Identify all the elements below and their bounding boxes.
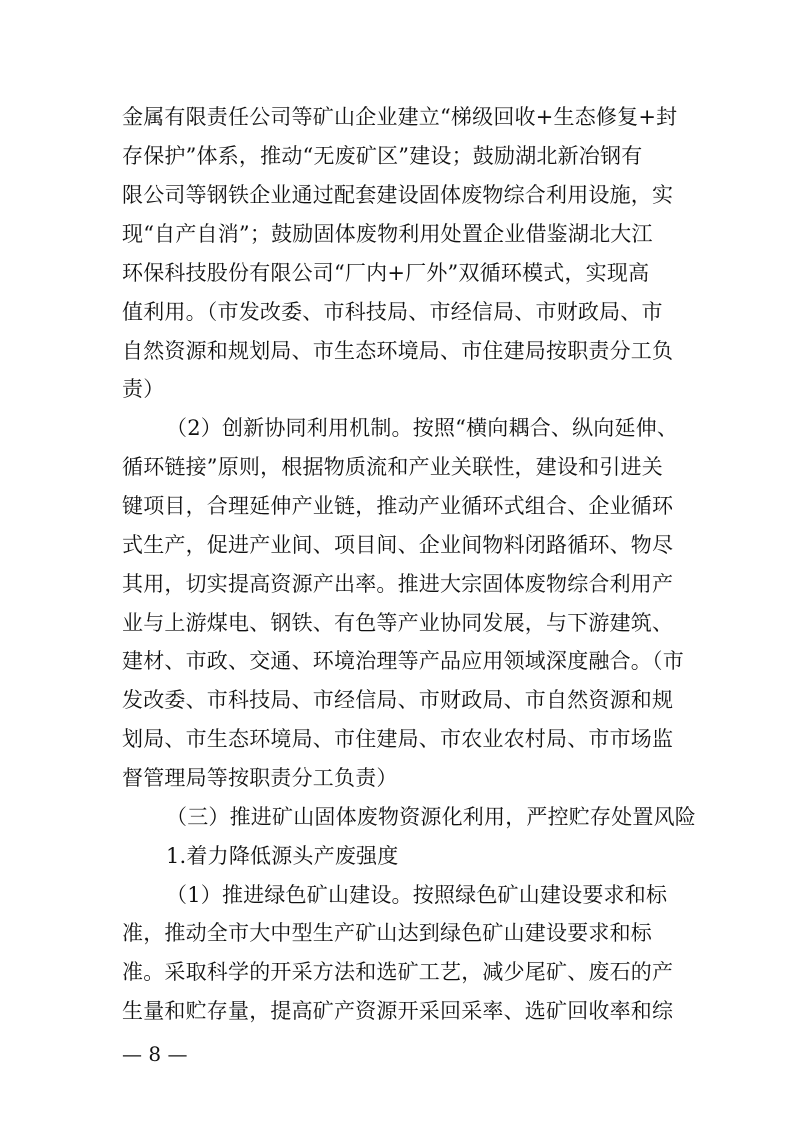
text-line: 督管理局等按职责分工负责） — [122, 766, 398, 790]
text-line: 其用，切实提高资源产出率。推进大宗固体废物综合利用产 — [122, 572, 674, 596]
text-line: 业与上游煤电、钢铁、有色等产业协同发展，与下游建筑、 — [122, 611, 674, 635]
text-line: 自然资源和规划局、市生态环境局、市住建局按职责分工负 — [122, 339, 674, 363]
text-line: 循环链接”原则，根据物质流和产业关联性，建设和引进关 — [122, 455, 663, 479]
text-line: 金属有限责任公司等矿山企业建立“梯级回收+生态修复+封 — [122, 105, 678, 129]
paragraph-start-line: （2）创新协同利用机制。按照“横向耦合、纵向延伸、 — [166, 416, 679, 440]
text-line: 划局、市生态环境局、市住建局、市农业农村局、市市场监 — [122, 727, 674, 751]
text-line: 环保科技股份有限公司“厂内+厂外”双循环模式，实现高 — [122, 261, 650, 285]
text-line: 建材、市政、交通、环境治理等产品应用领域深度融合。（市 — [122, 649, 684, 673]
text-line: 限公司等钢铁企业通过配套建设固体废物综合利用设施，实 — [122, 183, 674, 207]
text-line: 键项目，合理延伸产业链，推动产业循环式组合、企业循环 — [122, 494, 674, 518]
text-line: 生量和贮存量，提高矿产资源开采回采率、选矿回收率和综 — [122, 999, 674, 1023]
page-number: — 8 — — [122, 1042, 188, 1066]
section-heading: （三）推进矿山固体废物资源化利用，严控贮存处置风险 — [166, 805, 696, 829]
text-line: 现“自产自消”；鼓励固体废物利用处置企业借鉴湖北大江 — [122, 222, 653, 246]
text-line: 存保护”体系，推动“无废矿区”建设；鼓励湖北新冶钢有 — [122, 144, 643, 168]
text-line: 式生产，促进产业间、项目间、企业间物料闭路循环、物尽 — [122, 533, 674, 557]
text-line: 准。采取科学的开采方法和选矿工艺，减少尾矿、废石的产 — [122, 960, 674, 984]
subsection-heading: 1.着力降低源头产废强度 — [166, 844, 399, 868]
text-line: 责） — [122, 377, 165, 401]
text-line: 值利用。（市发改委、市科技局、市经信局、市财政局、市 — [122, 300, 663, 324]
text-line: 发改委、市科技局、市经信局、市财政局、市自然资源和规 — [122, 688, 674, 712]
paragraph-start-line: （1）推进绿色矿山建设。按照绿色矿山建设要求和标 — [166, 883, 668, 907]
text-line: 准，推动全市大中型生产矿山达到绿色矿山建设要求和标 — [122, 921, 652, 945]
